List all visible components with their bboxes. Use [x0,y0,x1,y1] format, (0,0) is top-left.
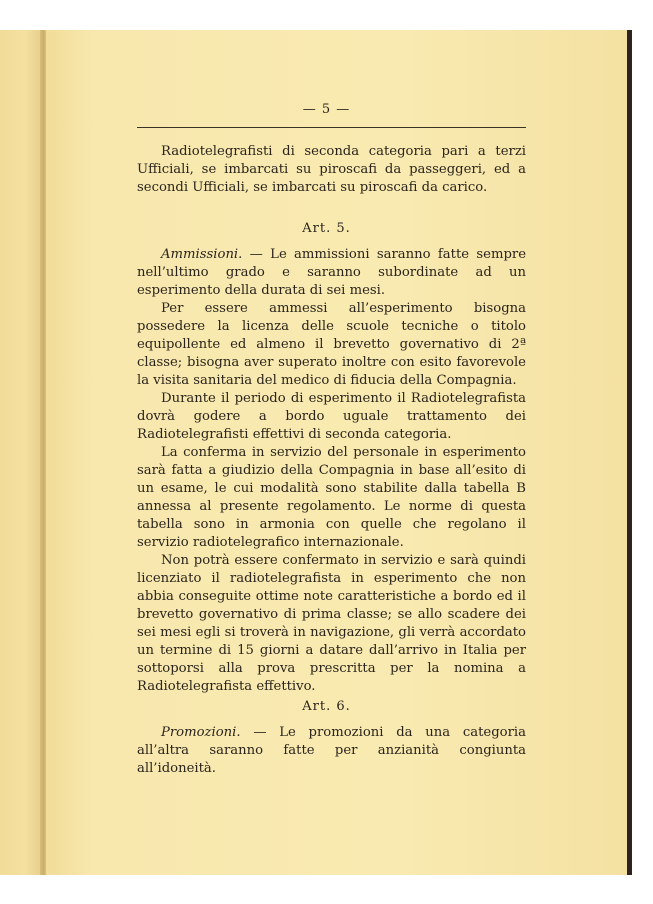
intro-block [137,143,526,197]
article-5-paragraph: La conferma in servizio del personale in esperimento sarà fatta a giudizio della Compagnia in base all’esito di un esame, le cui modalità sono stabilite dalla tabella B annessa al presente regolamento. Le norme di questa tabella sono in armonia con quelle che regolano il servizio radiotelegrafico internazionale. [137,445,526,550]
article-6-title: Promozioni. [161,725,241,740]
intro-paragraph: Radiotelegrafisti di seconda categoria pari a terzi Ufficiali, se imbarcati su piroscafi da passeggeri, ed a secondi Ufficiali, se imbarcati su piroscafi da carico. [137,144,526,195]
article-5-paragraph: Per essere ammessi all’esperimento bisogna possedere la licenza delle scuole tecniche o titolo equipollente ed almeno il brevetto governativo di 2ª classe; bisogna aver superato inoltre con esito favorevole la visita sanitaria del medico di fiducia della Compagnia. [137,301,526,388]
page-number: — 5 — [302,102,351,117]
header-rule [137,127,526,128]
page-right-edge [627,30,632,875]
facing-page-edge [0,30,42,875]
article-6-body [137,724,526,778]
article-5-lead-text: — Le ammissioni saranno fatte sempre nell’ultimo grado e saranno subordinate ad un esperimento della durata di sei mesi. [137,247,526,298]
article-5-heading: Art. 5. [302,221,351,236]
article-5-paragraph: Non potrà essere confermato in servizio e sarà quindi licenziato il radiotelegrafista in esperimento che non abbia conseguite ottime note caratteristiche a bordo ed il brevetto governativo di prima classe; se allo scadere dei sei mesi egli si troverà in navigazione, gli verrà accordato un termine di 15 giorni a datare dall’arrivo in Italia per sottoporsi alla prova prescritta per la nomina a Radiotelegrafista effettivo. [137,553,526,694]
article-6-lead-text: — Le promozioni da una categoria all’altra saranno fatte per anzianità congiunta all’idoneità. [137,725,526,776]
article-5-lead-paragraph [137,246,526,300]
article-6-heading: Art. 6. [302,699,351,714]
article-5-paragraph: Durante il periodo di esperimento il Radiotelegrafista dovrà godere a bordo uguale trattamento dei Radiotelegrafisti effettivi di seconda categoria. [137,391,526,442]
article-5-body [137,246,526,696]
article-6-lead-paragraph [137,724,526,778]
article-5-title: Ammissioni. [161,247,243,262]
